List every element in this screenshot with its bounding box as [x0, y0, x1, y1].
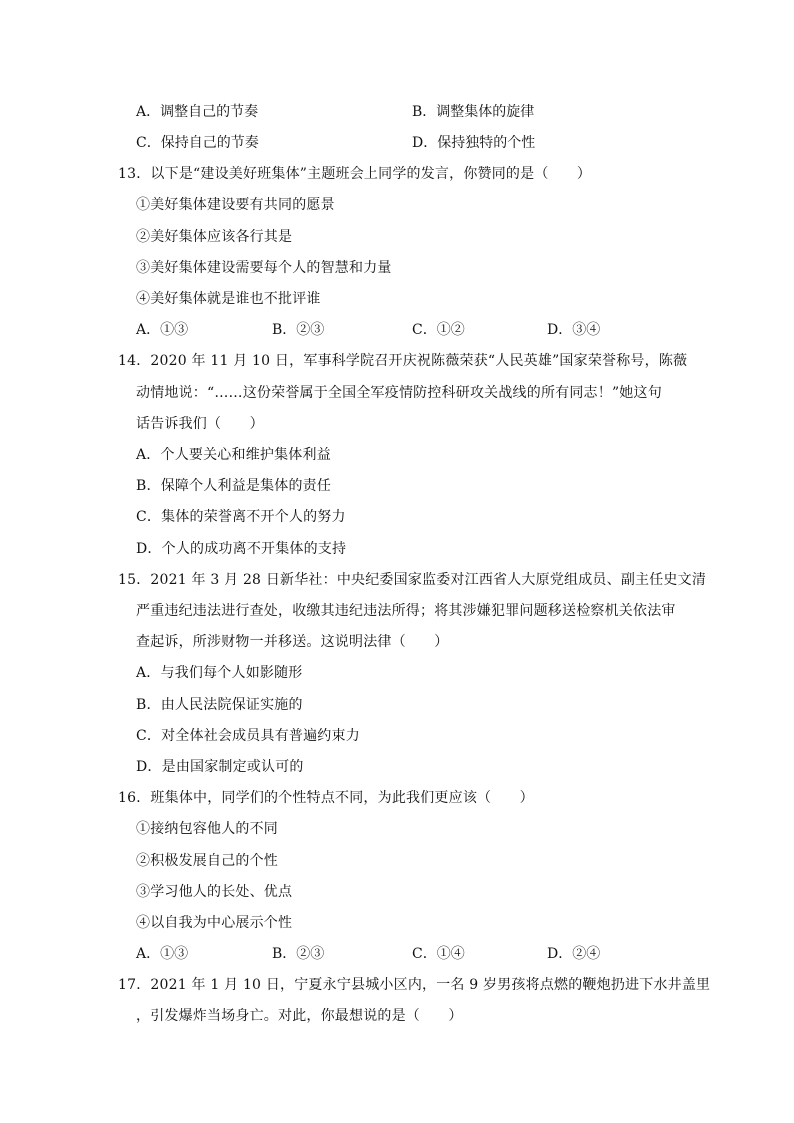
q13-option-c: C．①②	[412, 322, 465, 338]
q12-option-c: C．保持自己的节奏	[136, 135, 259, 151]
q16-statement-4: ④以自我为中心展示个性	[136, 915, 293, 931]
q14-stem-line-1: 14．2020 年 11 月 10 日，军事科学院召开庆祝陈薇荣获“人民英雄”国家荣誉称号，陈薇	[118, 353, 688, 369]
q15-option-a: A．与我们每个人如影随形	[136, 665, 303, 681]
q13-statement-1: ①美好集体建设要有共同的愿景	[136, 197, 335, 213]
q14-stem-line-2: 动情地说：“……这份荣誉属于全国全军疫情防控科研攻关战线的所有同志！”她这句	[136, 385, 662, 401]
q16-option-c: C．①④	[412, 946, 465, 962]
q15-stem-line-2: 严重违纪违法进行查处，收缴其违纪违法所得；将其涉嫌犯罪问题移送检察机关依法审	[136, 603, 676, 619]
q16-statement-3: ③学习他人的长处、优点	[136, 884, 293, 900]
q13-option-a: A．①③	[136, 322, 189, 338]
q16-option-a: A．①③	[136, 946, 189, 962]
q14-option-a: A．个人要关心和维护集体利益	[136, 447, 331, 463]
q14-stem-line-3: 话告诉我们（ ）	[136, 416, 264, 432]
q12-option-b: B．调整集体的旋律	[412, 104, 535, 120]
q17-stem-line-1: 17．2021 年 1 月 10 日，宁夏永宁县城小区内，一名 9 岁男孩将点燃的鞭炮扔进下水井盖里	[118, 977, 711, 993]
q16-option-d: D．②④	[547, 946, 601, 962]
q12-option-a: A．调整自己的节奏	[136, 104, 259, 120]
q15-stem-line-3: 查起诉，所涉财物一并移送。这说明法律（ ）	[136, 634, 449, 650]
q15-option-d: D．是由国家制定或认可的	[136, 759, 304, 775]
q14-option-d: D．个人的成功离不开集体的支持	[136, 541, 347, 557]
q13-option-b: B．②③	[272, 322, 325, 338]
q16-statement-1: ①接纳包容他人的不同	[136, 821, 278, 837]
q13-statement-2: ②美好集体应该各行其是	[136, 229, 293, 245]
q17-stem-line-2: ，引发爆炸当场身亡。对此，你最想说的是（ ）	[136, 1008, 463, 1024]
q12-option-d: D．保持独特的个性	[412, 135, 536, 151]
q15-option-c: C．对全体社会成员具有普遍约束力	[136, 728, 360, 744]
q16-stem: 16．班集体中，同学们的个性特点不同，为此我们更应该（ ）	[118, 790, 534, 806]
q16-statement-2: ②积极发展自己的个性	[136, 853, 278, 869]
q13-option-d: D．③④	[547, 322, 601, 338]
q15-stem-line-1: 15．2021 年 3 月 28 日新华社：中央纪委国家监委对江西省人大原党组成员、副主任史文清	[118, 572, 707, 588]
q13-stem: 13．以下是“建设美好班集体”主题班会上同学的发言，你赞同的是（ ）	[118, 166, 592, 182]
q15-option-b: B．由人民法院保证实施的	[136, 697, 303, 713]
q16-option-b: B．②③	[272, 946, 325, 962]
q14-option-c: C．集体的荣誉离不开个人的努力	[136, 509, 346, 525]
q14-option-b: B．保障个人利益是集体的责任	[136, 478, 332, 494]
q13-statement-3: ③美好集体建设需要每个人的智慧和力量	[136, 260, 392, 276]
q13-statement-4: ④美好集体就是谁也不批评谁	[136, 291, 321, 307]
